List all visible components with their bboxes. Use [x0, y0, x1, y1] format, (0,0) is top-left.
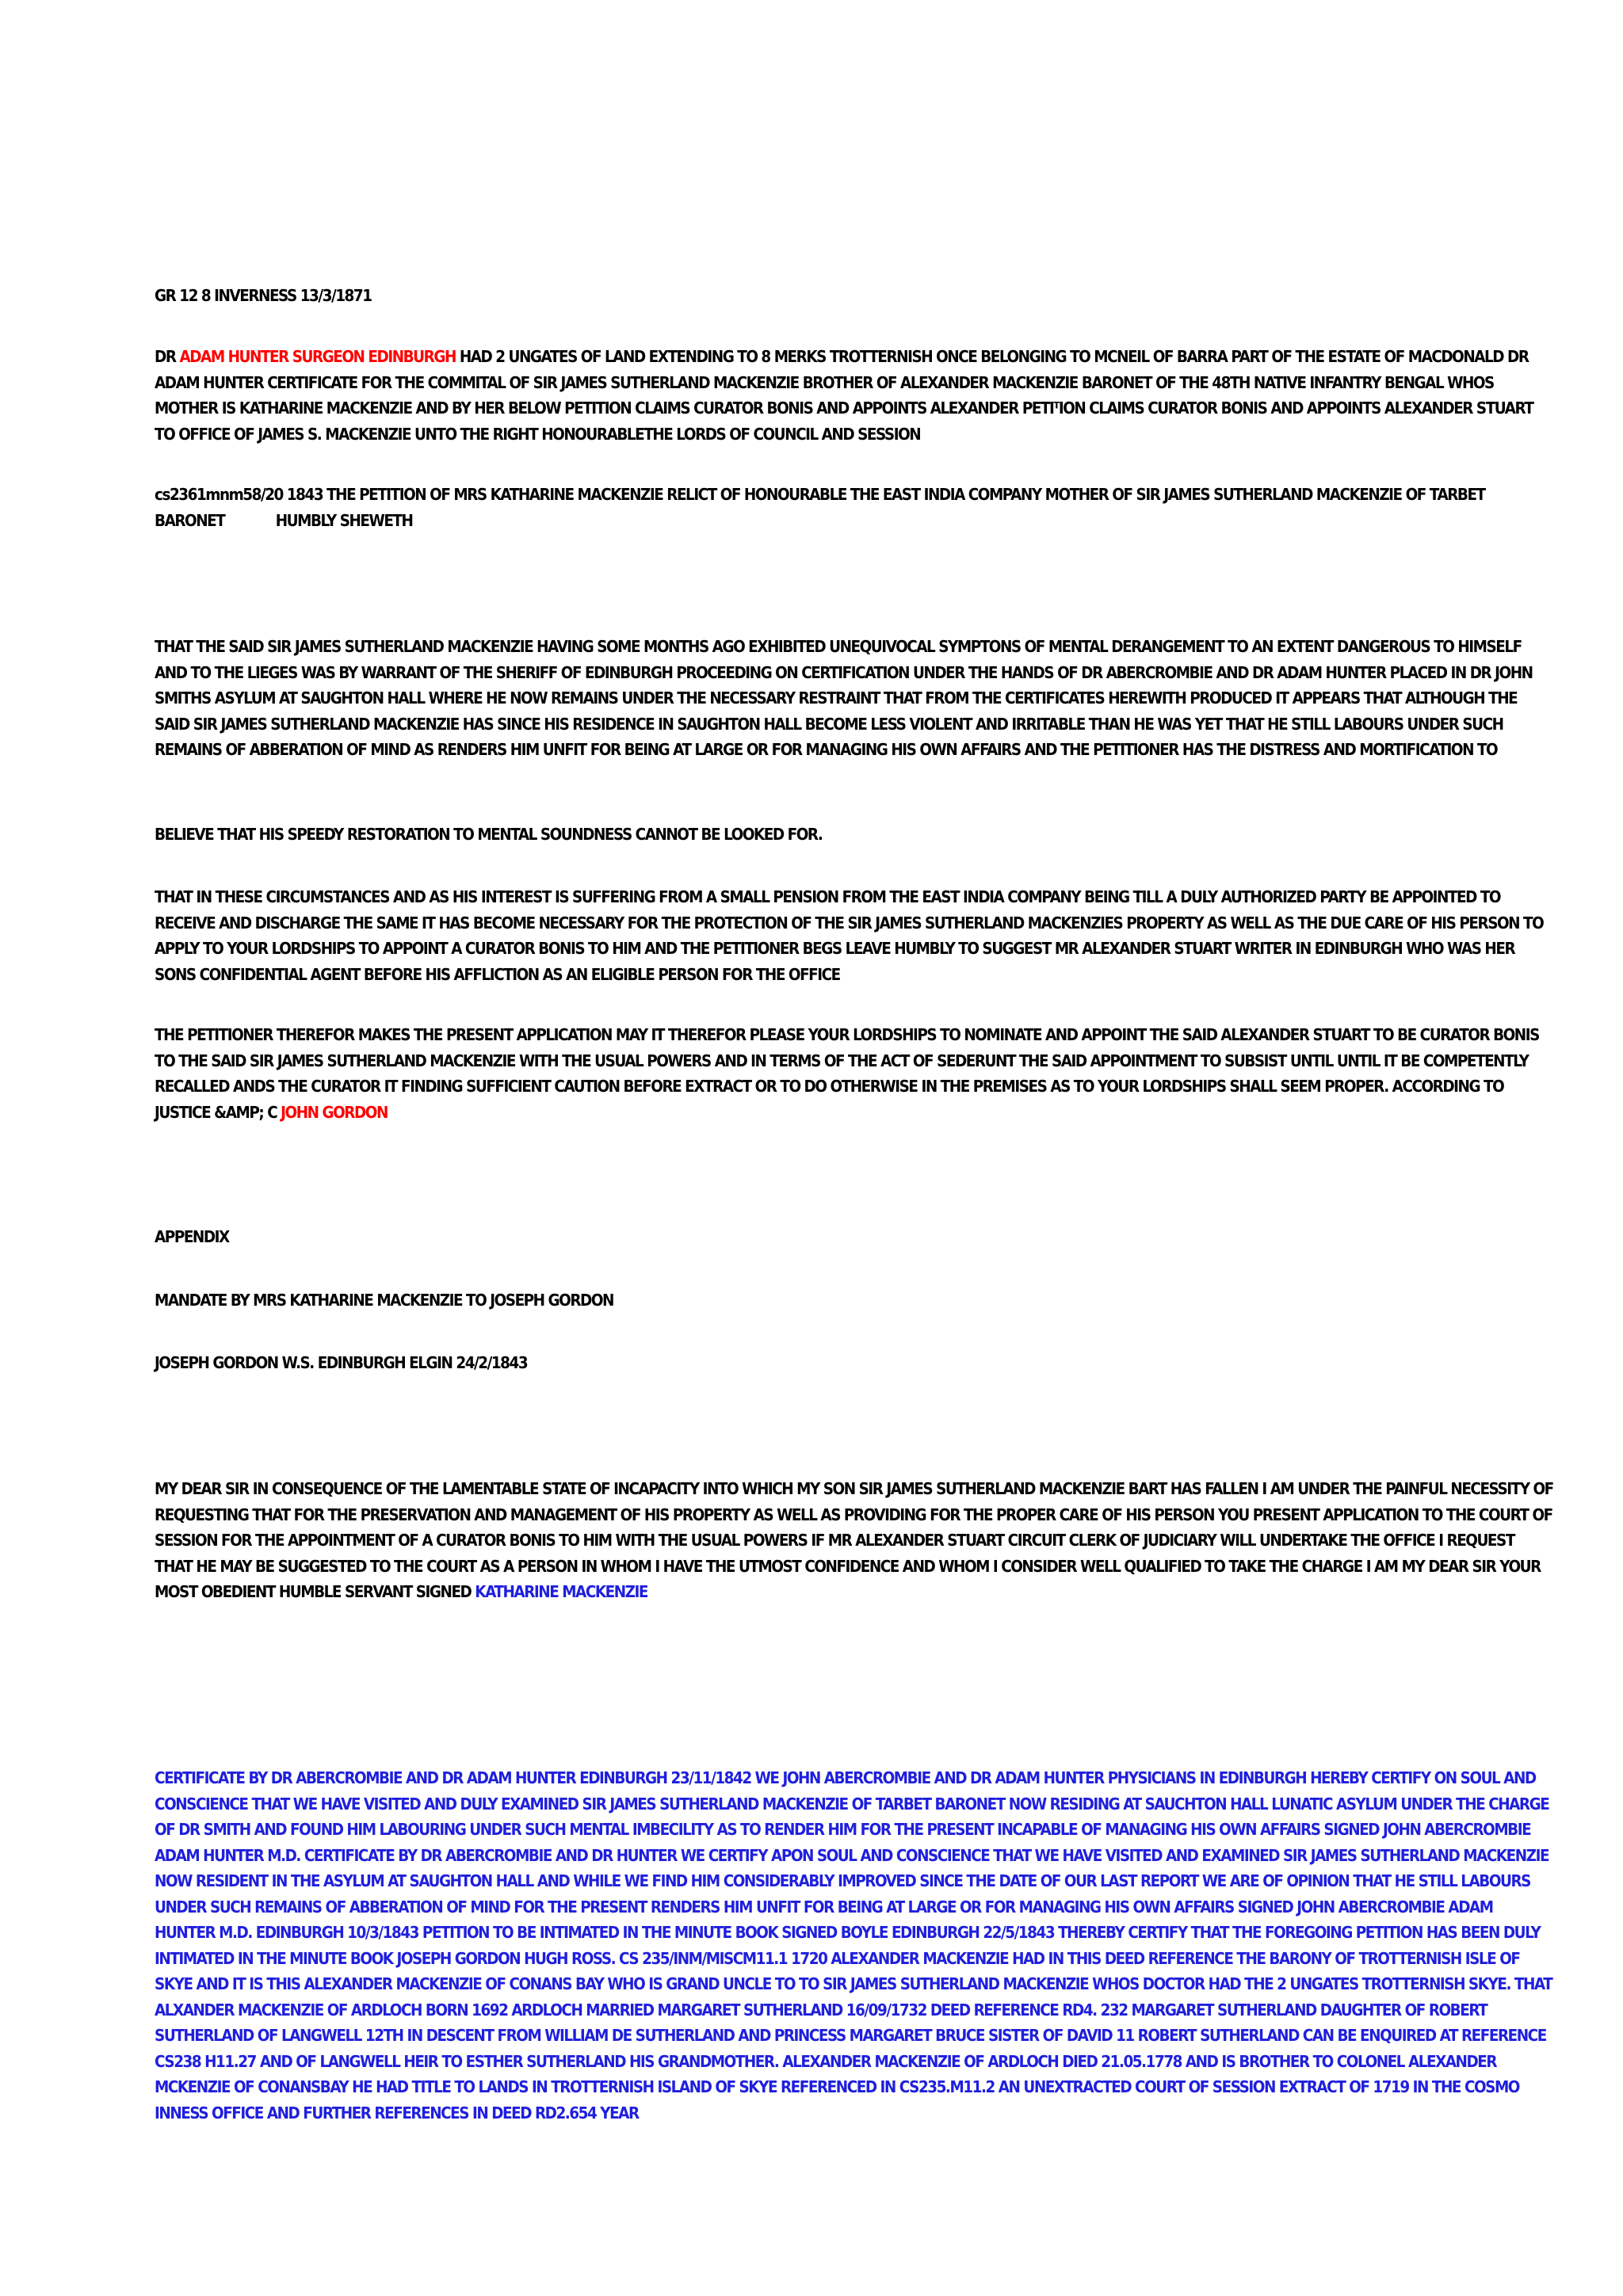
signature-katharine-mackenzie: KATHARINE MACKENZIE: [475, 1582, 648, 1601]
petition-paragraph-4: [155, 1022, 1554, 1125]
petition-ref: cs2361mnm58/20: [155, 485, 283, 504]
intro-prefix: DR: [155, 347, 180, 366]
mandate-letter: [155, 1476, 1554, 1605]
signature-john-gordon: JOHN GORDON: [281, 1102, 388, 1122]
intro-paragraph: [155, 344, 1554, 447]
header-reference: GR 12 8 INVERNESS 13/3/1871: [155, 286, 372, 305]
petition-heading: [155, 482, 1554, 533]
appendix-title: APPENDIX: [155, 1227, 229, 1246]
intro-text: HAD 2 UNGATES OF LAND EXTENDING TO 8 MERKS TROTTERNISH ONCE BELONGING TO MCNEIL OF BARRA PART OF THE ESTATE OF MACDONALD DR ADAM HUNTER CERTIFICATE FOR THE COMMITAL OF SIR JAMES SUTHERLAND MACKENZIE BROTHER OF ALEXANDER MACKENZIE BARONET OF THE 48TH NATIVE INFANTRY BENGAL WHOS MOTHER IS KATHARINE MACKENZIE AND BY HER BELOW PETITION CLAIMS CURATOR BONIS AND APPOINTS ALEXANDER PETIᵀION CLAIMS CURATOR BONIS AND APPOINTS ALEXANDER STUART TO OFFICE OF JAMES S. MACKENZIE UNTO THE RIGHT HONOURABLETHE LORDS OF COUNCIL AND SESSION: [155, 347, 1533, 444]
humbly-sheweth: HUMBLY SHEWETH: [275, 510, 413, 530]
petition-heading-text: 1843 THE PETITION OF MRS KATHARINE MACKENZIE RELICT OF HONOURABLE THE EAST INDIA COMPANY MOTHER OF SIR JAMES SUTHERLAND MACKENZIE OF TARBET BARONET: [155, 485, 1485, 530]
mandate-address: JOSEPH GORDON W.S. EDINBURGH ELGIN 24/2/1843: [155, 1353, 528, 1372]
petition-paragraph-1: THAT THE SAID SIR JAMES SUTHERLAND MACKENZIE HAVING SOME MONTHS AGO EXHIBITED UNEQUIVOCAL SYMPTONS OF MENTAL DERANGEMENT TO AN EXTENT DANGEROUS TO HIMSELF AND TO THE LIEGES WAS BY WARRANT OF THE SHERIFF OF EDINBURGH PROCEEDING ON CERTIFICATION UNDER THE HANDS OF DR ABERCROMBIE AND DR ADAM HUNTER PLACED IN DR JOHN SMITHS ASYLUM AT SAUGHTON HALL WHERE HE NOW REMAINS UNDER THE NECESSARY RESTRAINT THAT FROM THE CERTIFICATES HEREWITH PRODUCED IT APPEARS THAT ALTHOUGH THE SAID SIR JAMES SUTHERLAND MACKENZIE HAS SINCE HIS RESIDENCE IN SAUGHTON HALL BECOME LESS VIOLENT AND IRRITABLE THAN HE WAS YET THAT HE STILL LABOURS UNDER SUCH REMAINS OF ABBERATION OF MIND AS RENDERS HIM UNFIT FOR BEING AT LARGE OR FOR MANAGING HIS OWN AFFAIRS AND THE PETITIONER HAS THE DISTRESS AND MORTIFICATION TO: [155, 637, 1533, 759]
intro-red-name: ADAM HUNTER SURGEON EDINBURGH: [179, 347, 456, 366]
petition-paragraph-3: THAT IN THESE CIRCUMSTANCES AND AS HIS INTEREST IS SUFFERING FROM A SMALL PENSION FROM THE EAST INDIA COMPANY BEING TILL A DULY AUTHORIZED PARTY BE APPOINTED TO RECEIVE AND DISCHARGE THE SAME IT HAS BECOME NECESSARY FOR THE PROTECTION OF THE SIR JAMES SUTHERLAND MACKENZIES PROPERTY AS WELL AS THE DUE CARE OF HIS PERSON TO APPLY TO YOUR LORDSHIPS TO APPOINT A CURATOR BONIS TO HIM AND THE PETITIONER BEGS LEAVE HUMBLY TO SUGGEST MR ALEXANDER STUART WRITER IN EDINBURGH WHO WAS HER SONS CONFIDENTIAL AGENT BEFORE HIS AFFLICTION AS AN ELIGIBLE PERSON FOR THE OFFICE: [155, 887, 1544, 984]
mandate-heading: MANDATE BY MRS KATHARINE MACKENZIE TO JOSEPH GORDON: [155, 1291, 613, 1310]
petition-paragraph-4-text: THE PETITIONER THEREFOR MAKES THE PRESENT APPLICATION MAY IT THEREFOR PLEASE YOUR LORDSHIPS TO NOMINATE AND APPOINT THE SAID ALEXANDER STUART TO BE CURATOR BONIS TO THE SAID SIR JAMES SUTHERLAND MACKENZIE WITH THE USUAL POWERS AND IN TERMS OF THE ACT OF SEDERUNT THE SAID APPOINTMENT TO SUBSIST UNTIL UNTIL IT BE COMPETENTLY RECALLED ANDS THE CURATOR IT FINDING SUFFICIENT CAUTION BEFORE EXTRACT OR TO DO OTHERWISE IN THE PREMISES AS TO YOUR LORDSHIPS SHALL SEEM PROPER. ACCORDING TO JUSTICE &AMP; C: [155, 1025, 1539, 1122]
mandate-letter-text: MY DEAR SIR IN CONSEQUENCE OF THE LAMENTABLE STATE OF INCAPACITY INTO WHICH MY SON SIR JAMES SUTHERLAND MACKENZIE BART HAS FALLEN I AM UNDER THE PAINFUL NECESSITY OF REQUESTING THAT FOR THE PRESERVATION AND MANAGEMENT OF HIS PROPERTY AS WELL AS PROVIDING FOR THE PROPER CARE OF HIS PERSON YOU PRESENT APPLICATION TO THE COURT OF SESSION FOR THE APPOINTMENT OF A CURATOR BONIS TO HIM WITH THE USUAL POWERS IF MR ALEXANDER STUART CIRCUIT CLERK OF JUDICIARY WILL UNDERTAKE THE OFFICE I REQUEST THAT HE MAY BE SUGGESTED TO THE COURT AS A PERSON IN WHOM I HAVE THE UTMOST CONFIDENCE AND WHOM I CONSIDER WELL QUALIFIED TO TAKE THE CHARGE I AM MY DEAR SIR YOUR MOST OBEDIENT HUMBLE SERVANT SIGNED: [155, 1479, 1553, 1601]
certificate-paragraph: CERTIFICATE BY DR ABERCROMBIE AND DR ADAM HUNTER EDINBURGH 23/11/1842 WE JOHN ABERCROMBIE AND DR ADAM HUNTER PHYSICIANS IN EDINBURGH HEREBY CERTIFY ON SOUL AND CONSCIENCE THAT WE HAVE VISITED AND DULY EXAMINED SIR JAMES SUTHERLAND MACKENZIE OF TARBET BARONET NOW RESIDING AT SAUCHTON HALL LUNATIC ASYLUM UNDER THE CHARGE OF DR SMITH AND FOUND HIM LABOURING UNDER SUCH MENTAL IMBECILITY AS TO RENDER HIM FOR THE PRESENT INCAPABLE OF MANAGING HIS OWN AFFAIRS SIGNED JOHN ABERCROMBIE ADAM HUNTER M.D. CERTIFICATE BY DR ABERCROMBIE AND DR HUNTER WE CERTIFY APON SOUL AND CONSCIENCE THAT WE HAVE VISITED AND EXAMINED SIR JAMES SUTHERLAND MACKENZIE NOW RESIDENT IN THE ASYLUM AT SAUGHTON HALL AND WHILE WE FIND HIM CONSIDERABLY IMPROVED SINCE THE DATE OF OUR LAST REPORT WE ARE OF OPINION THAT HE STILL LABOURS UNDER SUCH REMAINS OF ABBERATION OF MIND FOR THE PRESENT RENDERS HIM UNFIT FOR BEING AT LARGE OR FOR MANAGING HIS OWN AFFAIRS SIGNED JOHN ABERCROMBIE ADAM HUNTER M.D. EDINBURGH 10/3/1843 PETITION TO BE INTIMATED IN THE MINUTE BOOK SIGNED BOYLE EDINBURGH 22/5/1843 THEREBY CERTIFY THAT THE FOREGOING PETITION HAS BEEN DULY INTIMATED IN THE MINUTE BOOK JOSEPH GORDON HUGH ROSS. CS 235/INM/MISCM11.1 1720 ALEXANDER MACKENZIE HAD IN THIS DEED REFERENCE THE BARONY OF TROTTERNISH ISLE OF SKYE AND IT IS THIS ALEXANDER MACKENZIE OF CONANS BAY WHO IS GRAND UNCLE TO TO SIR JAMES SUTHERLAND MACKENZIE WHOS DOCTOR HAD THE 2 UNGATES TROTTERNISH SKYE. THAT ALXANDER MACKENZIE OF ARDLOCH BORN 1692 ARDLOCH MARRIED MARGARET SUTHERLAND 16/09/1732 DEED REFERENCE RD4. 232 MARGARET SUTHERLAND DAUGHTER OF ROBERT SUTHERLAND OF LANGWELL 12TH IN DESCENT FROM WILLIAM DE SUTHERLAND AND PRINCESS MARGARET BRUCE SISTER OF DAVID 11 ROBERT SUTHERLAND CAN BE ENQUIRED AT REFERENCE CS238 H11.27 AND OF LANGWELL HEIR TO ESTHER SUTHERLAND HIS GRANDMOTHER. ALEXANDER MACKENZIE OF ARDLOCH DIED 21.05.1778 AND IS BROTHER TO COLONEL ALEXANDER MCKENZIE OF CONANSBAY HE HAD TITLE TO LANDS IN TROTTERNISH ISLAND OF SKYE REFERENCED IN CS235.M11.2 AN UNEXTRACTED COURT OF SESSION EXTRACT OF 1719 IN THE COSMO INNESS OFFICE AND FURTHER REFERENCES IN DEED RD2.654 YEAR: [155, 1768, 1552, 2122]
petition-paragraph-2: BELIEVE THAT HIS SPEEDY RESTORATION TO MENTAL SOUNDNESS CANNOT BE LOOKED FOR.: [155, 825, 823, 844]
